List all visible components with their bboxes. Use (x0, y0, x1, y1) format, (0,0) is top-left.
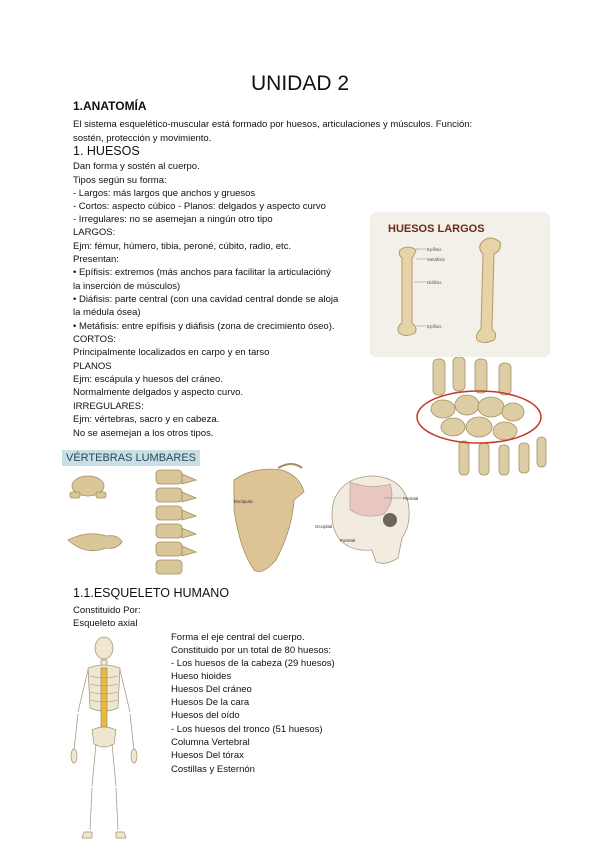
text-line: la médula ósea) (73, 307, 141, 318)
anatomy-intro-line: sostén, protección y movimiento. (73, 133, 212, 144)
text-line: - Cortos: aspecto cúbico - Planos: delgados y aspecto curvo (73, 201, 326, 212)
anatomy-intro-line: El sistema esquelético-muscular está formado por huesos, articulaciones y músculos. Función: (73, 119, 473, 130)
text-line: No se asemejan a los otros tipos. (73, 428, 214, 439)
skull-figure (310, 470, 428, 574)
skull-label: Occipital (315, 524, 333, 529)
text-line: • Metáfisis: entre epífisis y diáfisis (zona de crecimiento óseo). (73, 321, 335, 332)
text-line: Dan forma y sostén al cuerpo. (73, 161, 200, 172)
text-line: Hueso hioides (171, 671, 232, 682)
text-line: Principalmente localizados en carpo y en tarso (73, 347, 270, 358)
lumbar-vertebrae-figure (62, 468, 212, 578)
text-line: Ejm: escápula y huesos del cráneo. (73, 374, 223, 385)
text-line: - Largos: más largos que anchos y gruesos (73, 188, 256, 199)
text-line: Huesos Del cráneo (171, 684, 252, 695)
page-title: UNIDAD 2 (250, 72, 350, 95)
text-line: - Los huesos del tronco (51 huesos) (171, 724, 323, 735)
text-line: Ejm: fémur, húmero, tibia, peroné, cúbito, radio, etc. (73, 241, 292, 252)
text-line: - Irregulares: no se asemejan a ningún otro tipo (73, 214, 273, 225)
axial-label: Esqueleto axial (73, 618, 138, 629)
skull-label: Parietal (340, 538, 356, 543)
text-line: • Epífisis: extremos (más anchos para facilitar la articulacióný (73, 267, 331, 278)
text-line: Tipos según su forma: (73, 175, 167, 186)
text-line: Huesos del oído (171, 710, 240, 721)
text-line: Ejm: vértebras, sacro y en cabeza. (73, 414, 220, 425)
anatomy-heading: 1.ANATOMÍA (73, 99, 147, 113)
vertebras-banner: VÉRTEBRAS LUMBARES (62, 450, 200, 466)
skull-label: Parietal (403, 496, 419, 501)
text-line: Normalmente delgados y aspecto curvo. (73, 387, 244, 398)
text-line: Forma el eje central del cuerpo. (171, 632, 305, 643)
hand-carpal-figure (413, 357, 551, 477)
long-bones-label: Metáfisis (427, 257, 445, 262)
esqueleto-heading: 1.1.ESQUELETO HUMANO (73, 586, 230, 600)
text-line: LARGOS: (73, 227, 116, 238)
text-line: • Diáfisis: parte central (con una cavidad central donde se aloja (73, 294, 339, 305)
text-line: Huesos Del tórax (171, 750, 244, 761)
text-line: Constituido por un total de 80 huesos: (171, 645, 332, 656)
text-line: Presentan: (73, 254, 119, 265)
long-bones-label: Diáfisis (427, 280, 442, 285)
text-line: Huesos De la cara (171, 697, 250, 708)
text-line: la inserción de músculos) (73, 281, 181, 292)
long-bones-title: HUESOS LARGOS (388, 223, 485, 235)
huesos-heading: 1. HUESOS (73, 144, 140, 158)
long-bones-label: Epífisis (427, 247, 442, 252)
text-line: Costillas y Esternón (171, 764, 255, 775)
long-bones-label: Epífisis (427, 324, 442, 329)
long-bones-figure (370, 212, 550, 357)
constituido-label: Constituido Por: (73, 605, 141, 616)
text-line: - Los huesos de la cabeza (29 huesos) (171, 658, 335, 669)
text-line: PLANOS (73, 361, 112, 372)
text-line: CORTOS: (73, 334, 116, 345)
text-line: Columna Vertebral (171, 737, 250, 748)
human-skeleton-figure (68, 634, 140, 842)
scapula-figure (228, 460, 310, 578)
scapula-label: Escápula (234, 499, 253, 504)
text-line: IRREGULARES: (73, 401, 144, 412)
